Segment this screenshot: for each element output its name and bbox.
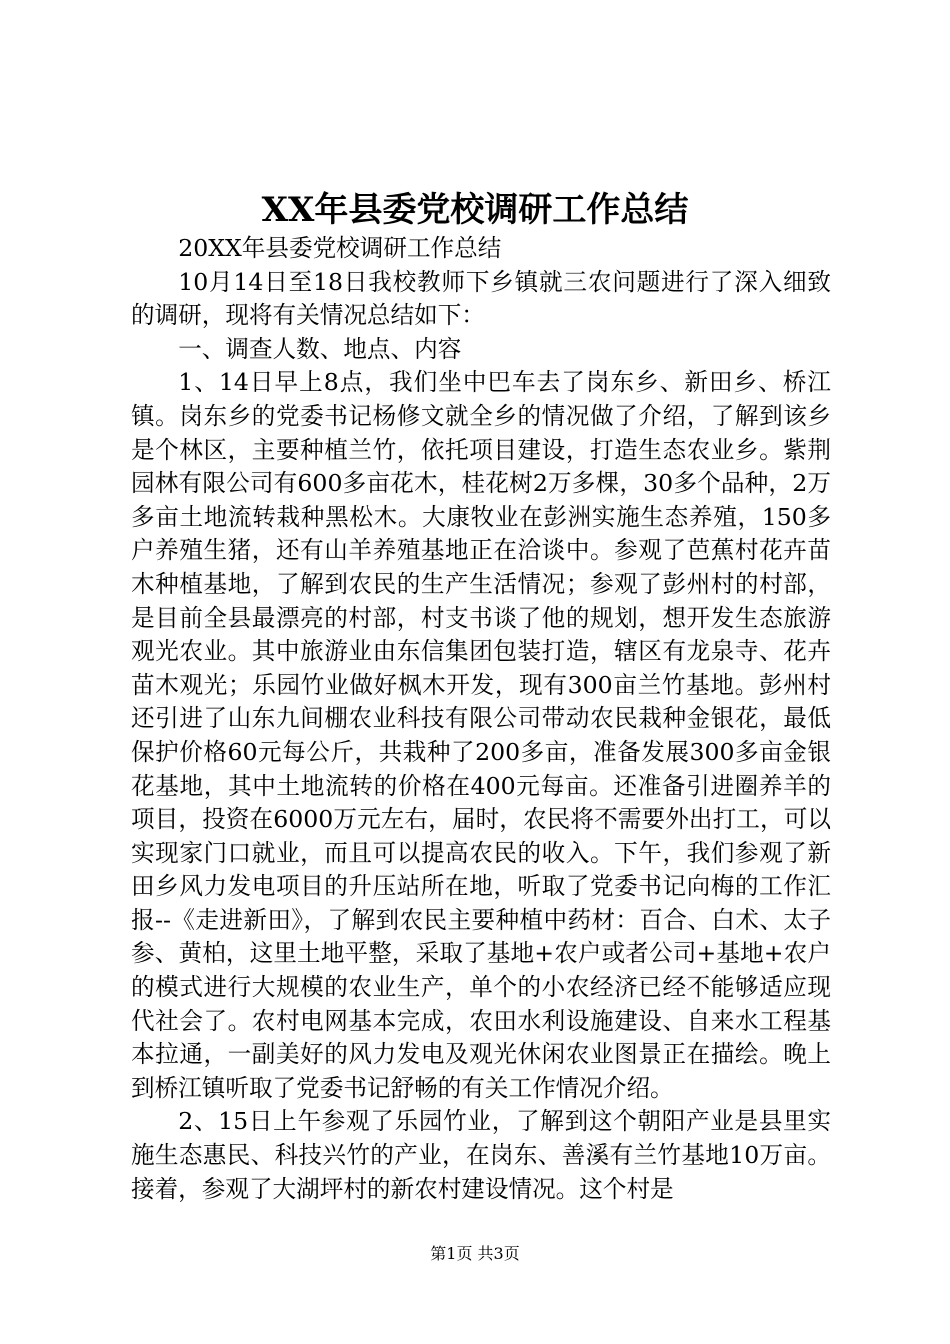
paragraph-day-15: 2、15日上午参观了乐园竹业，了解到这个朝阳产业是县里实施生态惠民、科技兴竹的产业，在岗东、善溪有兰竹基地10万亩。接着，参观了大湖坪村的新农村建设情况。这个村是 (131, 1107, 831, 1203)
section-heading: 一、调查人数、地点、内容 (178, 334, 462, 363)
document-body (131, 232, 831, 1206)
document-title: XX年县委党校调研工作总结 (261, 190, 689, 230)
paragraph-subtitle: 20XX年县委党校调研工作总结 (178, 234, 502, 262)
page-number-footer: 第1页 共3页 (430, 1244, 520, 1263)
paragraph-intro: 10月14日至18日我校教师下乡镇就三农问题进行了深入细致的调研，现将有关情况总结如下： (131, 267, 831, 330)
paragraph-day-14: 1、14日早上8点，我们坐中巴车去了岗东乡、新田乡、桥江镇。岗东乡的党委书记杨修文就全乡的情况做了介绍，了解到该乡是个林区，主要种植兰竹，依托项目建设，打造生态农业乡。紫荆园林有限公司有600多亩花木，桂花树2万多棵，30多个品种，2万多亩土地流转栽种黑松木。大康牧业在彭洲实施生态养殖，150多户养殖生猪，还有山羊养殖基地正在洽谈中。参观了芭蕉村花卉苗木种植基地，了解到农民的生产生活情况；参观了彭州村的村部，是目前全县最漂亮的村部，村支书谈了他的规划，想开发生态旅游观光农业。其中旅游业由东信集团包装打造，辖区有龙泉寺、花卉苗木观光；乐园竹业做好枫木开发，现有300亩兰竹基地。彭州村还引进了山东九间棚农业科技有限公司带动农民栽种金银花，最低保护价格60元每公斤，共栽种了200多亩，准备发展300多亩金银花基地，其中土地流转的价格在400元每亩。还准备引进圈养羊的项目，投资在6000万元左右，届时，农民将不需要外出打工，可以实现家门口就业，而且可以提高农民的收入。下午，我们参观了新田乡风力发电项目的升压站所在地，听取了党委书记向梅的工作汇报--《走进新田》，了解到农民主要种植中药材：百合、白术、太子参、黄柏，这里土地平整，采取了基地+农户或者公司+基地+农户的模式进行大规模的农业生产，单个的小农经济已经不能够适应现代社会了。农村电网基本完成，农田水利设施建设、自来水工程基本拉通，一副美好的风力发电及观光休闲农业图景正在描绘。晚上到桥江镇听取了党委书记舒畅的有关工作情况介绍。 (131, 368, 831, 1102)
